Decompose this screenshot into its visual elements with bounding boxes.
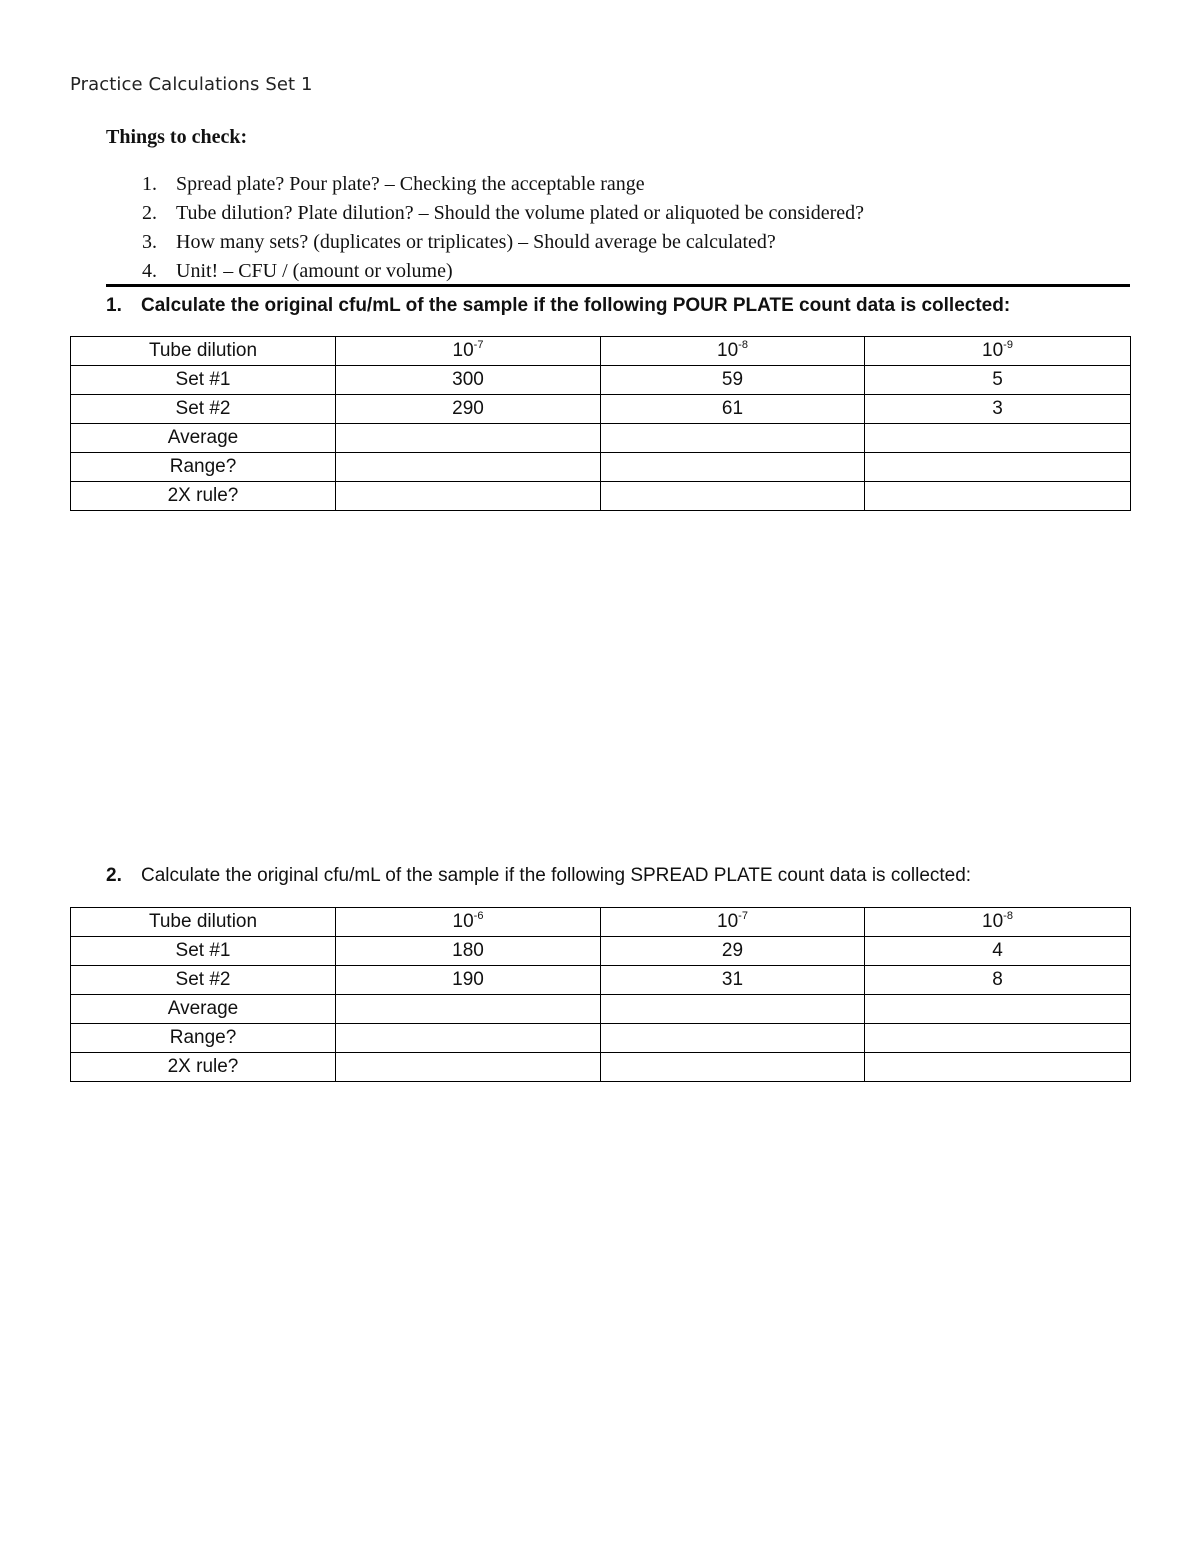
dilution-base: 10 [717,911,739,932]
table-header-row [71,337,1131,366]
checklist-item-text: Unit! – CFU / (amount or volume) [176,260,453,282]
dilution-base: 10 [982,340,1004,361]
dilution-exponent: -7 [473,339,484,351]
table-row [71,1053,1131,1082]
question-1-number: 1. [106,295,122,316]
header-label-cell: Tube dilution [71,337,336,366]
checklist-item-text: Spread plate? Pour plate? – Checking the acceptable range [176,173,645,195]
dilution-exponent: -8 [1003,910,1013,922]
checklist-item [142,170,864,199]
row-label-cell: 2X rule? [71,482,336,511]
checklist-item-number: 1. [142,173,157,195]
dilution-base: 10 [982,911,1004,932]
dilution-header-cell [336,337,601,366]
row-label-cell: Range? [71,1024,336,1053]
value-cell [601,995,865,1024]
row-label-cell: Set #2 [71,395,336,424]
table-row [71,1024,1131,1053]
row-label-cell: Average [71,995,336,1024]
checklist-item [142,228,864,257]
value-cell: 300 [336,366,601,395]
question-2-number: 2. [106,865,122,886]
table-row [71,995,1131,1024]
table-row [71,937,1131,966]
value-cell [601,1024,865,1053]
dilution-header-cell [601,337,865,366]
row-label-cell: Average [71,424,336,453]
row-label-cell: Set #1 [71,937,336,966]
table-row [71,453,1131,482]
value-cell: 5 [865,366,1131,395]
section-divider [106,284,1130,287]
value-cell [865,424,1131,453]
value-cell: 59 [601,366,865,395]
checklist-item [142,199,864,228]
value-cell: 31 [601,966,865,995]
header-label-cell: Tube dilution [71,908,336,937]
checklist-item-number: 2. [142,202,157,224]
dilution-header-cell [865,337,1131,366]
question-1-text: Calculate the original cfu/mL of the sample if the following POUR PLATE count data is collected: [141,295,1011,316]
value-cell: 3 [865,395,1131,424]
table-row [71,395,1131,424]
dilution-base: 10 [452,340,474,361]
page-title: Practice Calculations Set 1 [70,74,313,95]
checklist-item [142,257,864,286]
value-cell [336,995,601,1024]
dilution-header-cell [865,908,1131,937]
value-cell: 4 [865,937,1131,966]
checklist [142,170,864,286]
value-cell [336,424,601,453]
value-cell [601,424,865,453]
table-row [71,366,1131,395]
dilution-header-cell [336,908,601,937]
value-cell [865,1053,1131,1082]
dilution-exponent: -7 [738,910,748,922]
value-cell [336,1024,601,1053]
value-cell [865,482,1131,511]
value-cell [865,453,1131,482]
value-cell: 61 [601,395,865,424]
dilution-exponent: -8 [738,339,748,351]
checklist-item-text: How many sets? (duplicates or triplicates) – Should average be calculated? [176,231,776,253]
value-cell [865,1024,1131,1053]
pour-plate-table [70,336,1131,511]
question-2-text: Calculate the original cfu/mL of the sample if the following SPREAD PLATE count data is collected: [141,865,972,886]
table-header-row [71,908,1131,937]
dilution-header-cell [601,908,865,937]
row-label-cell: 2X rule? [71,1053,336,1082]
value-cell: 8 [865,966,1131,995]
row-label-cell: Set #1 [71,366,336,395]
row-label-cell: Range? [71,453,336,482]
dilution-base: 10 [717,340,739,361]
table-row [71,966,1131,995]
dilution-base: 10 [452,911,474,932]
value-cell [601,1053,865,1082]
checklist-item-number: 3. [142,231,157,253]
value-cell: 29 [601,937,865,966]
value-cell [336,482,601,511]
table-row [71,424,1131,453]
checklist-title: Things to check: [106,126,248,148]
question-1 [106,295,1010,317]
value-cell [601,453,865,482]
row-label-cell: Set #2 [71,966,336,995]
spread-plate-table [70,907,1131,1082]
checklist-item-text: Tube dilution? Plate dilution? – Should the volume plated or aliquoted be considered? [176,202,865,224]
value-cell [336,453,601,482]
question-2 [106,865,971,887]
value-cell [601,482,865,511]
dilution-exponent: -6 [473,910,484,922]
value-cell: 290 [336,395,601,424]
table-row [71,482,1131,511]
dilution-exponent: -9 [1003,339,1013,351]
value-cell [336,1053,601,1082]
value-cell: 190 [336,966,601,995]
value-cell: 180 [336,937,601,966]
value-cell [865,995,1131,1024]
checklist-item-number: 4. [142,260,157,282]
